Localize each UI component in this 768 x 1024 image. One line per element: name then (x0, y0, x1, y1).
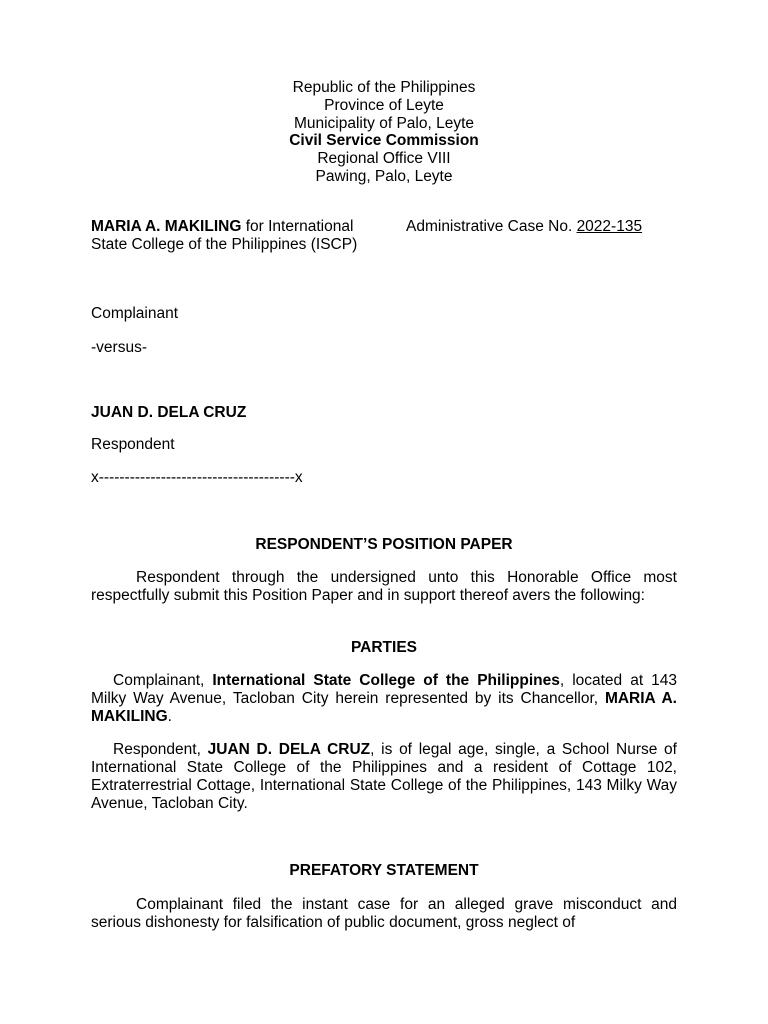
caption-separator: x--------------------------------------x (91, 469, 303, 486)
case-number-block (406, 218, 642, 236)
complainant-institution: International State College of the Philippines (212, 672, 560, 689)
header-line-regional-office: Regional Office VIII (317, 150, 451, 168)
text-run: , located at 143 Milky Way Avenue, Tacloban City herein represented by its Chancellor, (91, 672, 677, 707)
document-title: RESPONDENT’S POSITION PAPER (255, 536, 513, 553)
respondent-name: JUAN D. DELA CRUZ (91, 404, 247, 421)
parties-heading: PARTIES (350, 639, 418, 656)
header-line-commission: Civil Service Commission (289, 132, 479, 150)
complainant-name: MARIA A. MAKILING (91, 218, 242, 235)
prefatory-heading: PREFATORY STATEMENT (289, 862, 479, 879)
text-run: Complainant, (113, 672, 213, 689)
case-number-label: Administrative Case No. (406, 218, 577, 235)
complainant-description: for International State College of the Philippines (ISCP) (91, 218, 358, 253)
complainant-label: Complainant (91, 305, 179, 322)
case-number: 2022-135 (576, 218, 643, 235)
parties-complainant-paragraph (91, 672, 677, 726)
versus-label: -versus- (91, 339, 147, 356)
text-run: , is of legal age, single, a School Nurse of International State College of the Philippines and a resident of Cottage 102, Extraterrestrial Cottage, International State College of the Philippines, 143 Milky Way Avenue, Tacloban City. (91, 741, 677, 812)
intro-paragraph: Respondent through the undersigned unto this Honorable Office most respectfully submit this Position Paper and in support thereof avers the following: (91, 569, 677, 604)
parties-respondent-paragraph (91, 741, 677, 813)
header-line-address: Pawing, Palo, Leyte (315, 167, 453, 185)
letterhead (0, 79, 768, 186)
header-line-province: Province of Leyte (324, 96, 444, 114)
text-run: . (167, 708, 172, 725)
header-line-republic: Republic of the Philippines (292, 79, 476, 96)
chancellor-name: MARIA A. MAKILING (91, 690, 677, 725)
respondent-label: Respondent (91, 436, 175, 453)
text-run: Respondent, (113, 741, 208, 758)
respondent-name-inline: JUAN D. DELA CRUZ (207, 741, 371, 758)
header-line-municipality: Municipality of Palo, Leyte (293, 114, 475, 132)
complainant-caption (91, 218, 381, 254)
prefatory-paragraph: Complainant filed the instant case for an alleged grave misconduct and serious dishonesty for falsification of public document, gross neglect of (91, 896, 677, 931)
